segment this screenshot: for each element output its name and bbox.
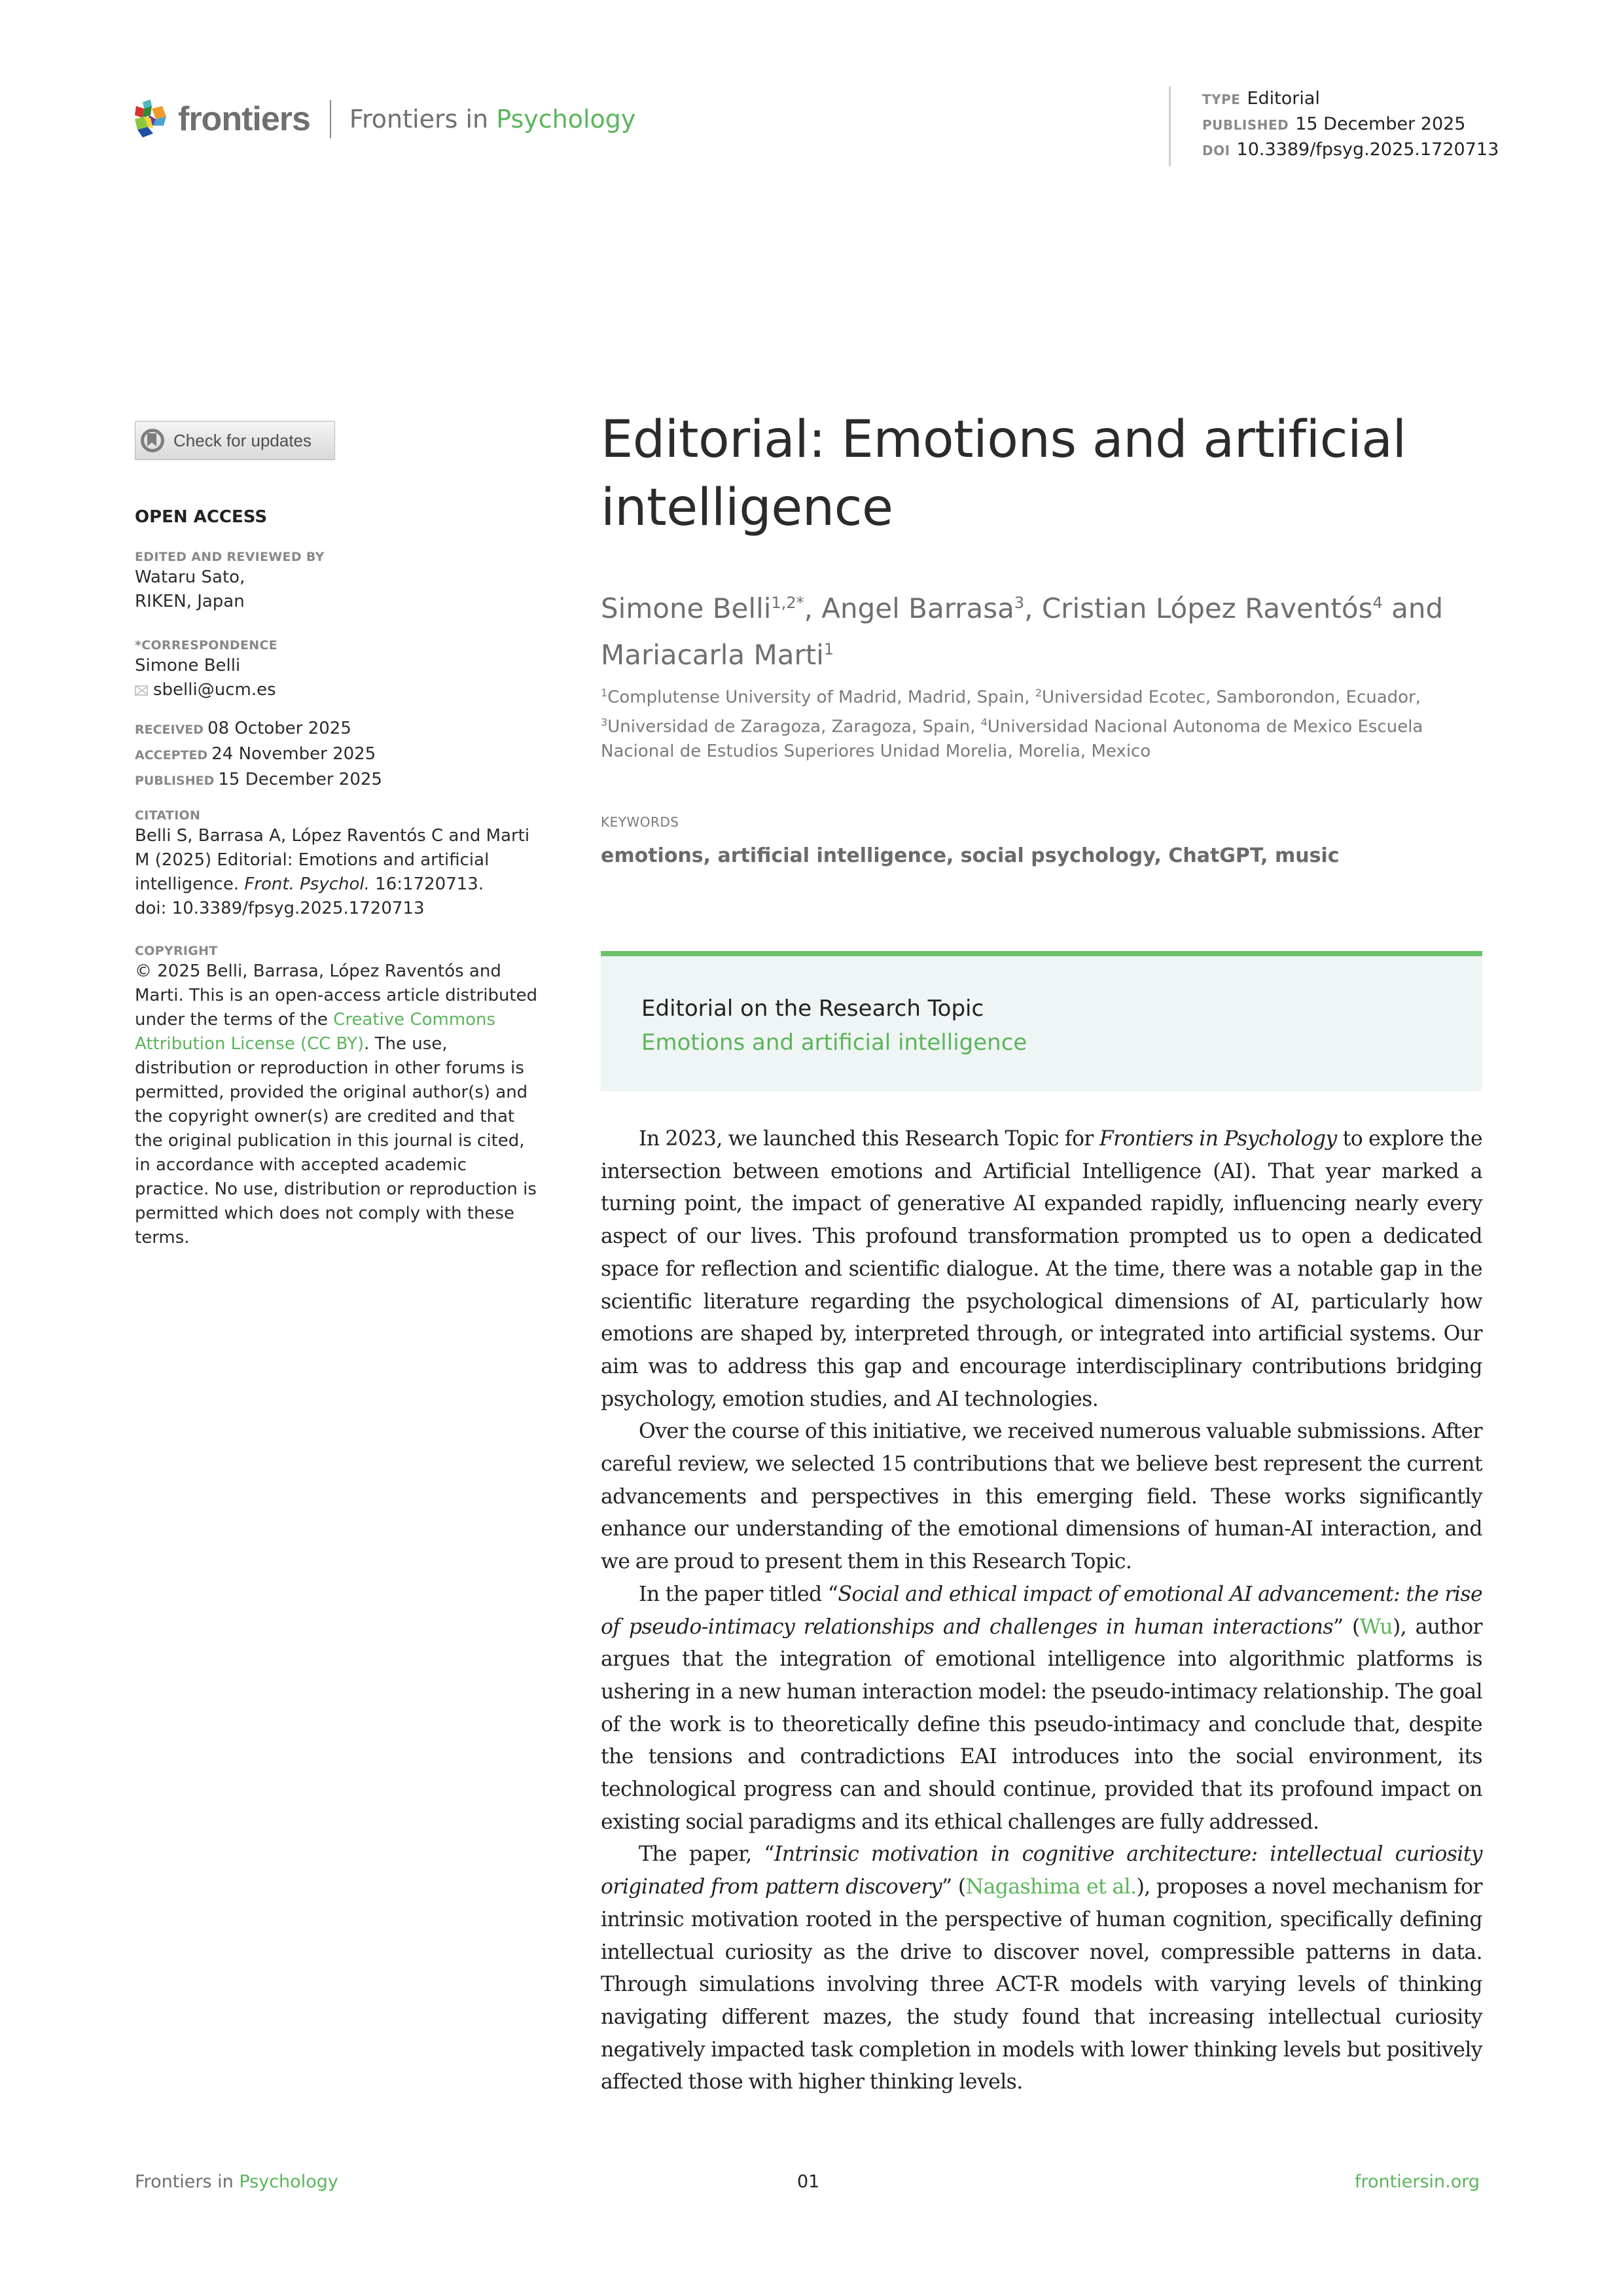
text-run: ), author argues that the integration of emotional intelligence into algorithmic platforms is ushering in a new human interaction model: the pseudo-intimacy relationship. The goal of the work is to theoretically define this pseudo-intimacy and conclude that, despite the tensions and contradictions EAI introduces into the social environment, its technological progress can and should continue, provided that its profound impact on existing social paradigms and its ethical challenges are fully addressed. bbox=[601, 1615, 1483, 1834]
citation-link-wu[interactable]: Wu bbox=[1359, 1615, 1393, 1639]
correspondence-block bbox=[135, 638, 554, 702]
author-list bbox=[601, 583, 1482, 675]
envelope-icon bbox=[135, 685, 148, 696]
copyright-text bbox=[135, 960, 541, 1250]
article-body bbox=[601, 1123, 1482, 2099]
date-received bbox=[135, 717, 554, 742]
author-name: Mariacarla Marti bbox=[601, 639, 824, 671]
citation-authors-title: Belli S, Barrasa A, López Raventós C and Marti M (2025) Editorial: Emotions and artificial intelligence. bbox=[135, 826, 530, 894]
correspondence-email[interactable] bbox=[135, 678, 554, 702]
citation-volume: 16:1720713. bbox=[369, 874, 484, 894]
paper-title-italic: Intrinsic motivation in cognitive architecture: intellectual curiosity originated from pattern discovery bbox=[601, 1842, 1483, 1899]
author-separator: and bbox=[1382, 592, 1444, 624]
research-topic-box bbox=[601, 951, 1482, 1091]
affil-sup: 4 bbox=[980, 715, 988, 728]
author-separator: , bbox=[804, 592, 822, 624]
meta-doi bbox=[1202, 137, 1499, 163]
editor-block bbox=[135, 550, 554, 614]
open-access-label: OPEN ACCESS bbox=[135, 507, 268, 527]
meta-type bbox=[1202, 86, 1499, 112]
text-run: The paper, “ bbox=[639, 1842, 774, 1867]
paragraph: Over the course of this initiative, we received numerous valuable submissions. After careful review, we selected 15 contributions that we believe best represent the current advancements and perspectives in this emerging field. These works significantly enhance our understanding of the emotional dimensions of human-AI interaction, and we are proud to present them in this Research Topic. bbox=[601, 1420, 1482, 1574]
edited-by-label: EDITED AND REVIEWED BY bbox=[135, 550, 325, 564]
journal-field: Psychology bbox=[496, 105, 636, 134]
date-accepted-value: 24 November 2025 bbox=[211, 744, 376, 764]
journal-prefix: Frontiers in bbox=[349, 105, 497, 134]
copyright-text-part1: © 2025 Belli, Barrasa, López Raventós and Marti. This is an open-access article distributed under the terms of the bbox=[135, 961, 538, 1030]
meta-type-label: TYPE bbox=[1202, 92, 1241, 107]
affiliation: Universidad de Zaragoza, Zaragoza, Spain, bbox=[607, 717, 981, 737]
author-name: Simone Belli bbox=[601, 592, 772, 624]
affil-sup: 3 bbox=[601, 715, 608, 728]
citation-doi[interactable]: doi: 10.3389/fpsyg.2025.1720713 bbox=[135, 899, 425, 918]
correspondence-name: Simone Belli bbox=[135, 656, 241, 675]
meta-doi-value[interactable]: 10.3389/fpsyg.2025.1720713 bbox=[1236, 139, 1499, 160]
correspondence-label: *CORRESPONDENCE bbox=[135, 638, 278, 653]
text-run: In 2023, we launched this Research Topic for bbox=[639, 1127, 1099, 1151]
author[interactable] bbox=[1042, 592, 1383, 624]
citation-block bbox=[135, 808, 544, 921]
date-accepted-label: ACCEPTED bbox=[135, 748, 208, 762]
check-for-updates-label: Check for updates bbox=[173, 430, 312, 450]
citation-text bbox=[135, 824, 544, 921]
copyright-text-part2: . The use, distribution or reproduction in other forums is permitted, provided the original author(s) and the copyright owner(s) are credited and that the original publication in this journal is cited, in accordance with accepted academic practice. No use, distribution or reproduction is permitted which does not comply with these terms. bbox=[135, 1034, 537, 1247]
footer-journal-field: Psychology bbox=[239, 2172, 338, 2192]
author[interactable] bbox=[601, 592, 804, 624]
meta-doi-label: DOI bbox=[1202, 143, 1230, 158]
research-topic-link[interactable]: Emotions and artificial intelligence bbox=[641, 1030, 1027, 1056]
email-address[interactable]: sbelli@ucm.es bbox=[153, 680, 276, 700]
author-affil-sup: 1 bbox=[823, 640, 834, 658]
article-title: Editorial: Emotions and artificial intelligence bbox=[601, 410, 1406, 537]
date-published-value: 15 December 2025 bbox=[218, 770, 382, 789]
author-separator: , bbox=[1024, 592, 1042, 624]
footer-journal-prefix: Frontiers in bbox=[135, 2172, 240, 2192]
date-accepted bbox=[135, 742, 554, 768]
check-for-updates-button[interactable] bbox=[135, 421, 335, 460]
research-topic-heading: Editorial on the Research Topic bbox=[641, 996, 984, 1022]
frontiers-cube-icon bbox=[134, 99, 170, 139]
author[interactable] bbox=[601, 639, 834, 671]
text-run: ” ( bbox=[942, 1875, 966, 1899]
text-run: In the paper titled “ bbox=[639, 1582, 838, 1606]
dates-block bbox=[135, 717, 554, 793]
author-affil-sup: 1,2* bbox=[771, 594, 804, 612]
paper-title-italic: Social and ethical impact of emotional AI advancement: the rise of pseudo-intimacy relationships and challenges in human interactions bbox=[601, 1582, 1482, 1639]
date-published-label: PUBLISHED bbox=[135, 774, 215, 788]
affiliation: Universidad Nacional Autonoma de Mexico Escuela Nacional de Estudios Superiores Unidad Morelia, Morelia, Mexico bbox=[601, 717, 1423, 762]
paragraph bbox=[601, 1839, 1482, 2099]
crossmark-icon bbox=[141, 429, 164, 452]
footer-site-link[interactable]: frontiersin.org bbox=[1355, 2172, 1480, 2192]
date-received-value: 08 October 2025 bbox=[207, 719, 351, 738]
author-name: Cristian López Raventós bbox=[1041, 592, 1373, 624]
meta-published-value: 15 December 2025 bbox=[1295, 114, 1466, 134]
meta-published bbox=[1202, 112, 1499, 137]
author-affil-sup: 3 bbox=[1014, 594, 1025, 612]
citation-link-nagashima[interactable]: Nagashima et al. bbox=[965, 1875, 1137, 1899]
date-received-label: RECEIVED bbox=[135, 723, 204, 737]
citation-journal: Front. Psychol. bbox=[244, 874, 370, 894]
frontiers-logo[interactable] bbox=[134, 98, 635, 140]
meta-published-label: PUBLISHED bbox=[1202, 117, 1289, 133]
cc-by-license-link[interactable]: Creative Commons Attribution License (CC BY) bbox=[135, 1010, 496, 1054]
paragraph bbox=[601, 1123, 1482, 1416]
paragraph bbox=[601, 1579, 1482, 1839]
affiliation: Universidad Ecotec, Samborondon, Ecuador, bbox=[1042, 687, 1421, 708]
journal-italic: Frontiers in Psychology bbox=[1099, 1127, 1337, 1151]
author-name: Angel Barrasa bbox=[821, 592, 1014, 624]
author-affil-sup: 4 bbox=[1372, 594, 1383, 612]
author[interactable] bbox=[821, 592, 1024, 624]
affil-sup: 1 bbox=[601, 687, 608, 699]
journal-name bbox=[349, 105, 635, 134]
copyright-label: COPYRIGHT bbox=[135, 944, 218, 958]
text-run: ), proposes a novel mechanism for intrinsic motivation rooted in the perspective of human cognition, specifically defining intellectual curiosity as the drive to discover novel, compressible patterns in data. Through simulations involving three ACT-R models with varying levels of thinking navigating different mazes, the study found that increasing intellectual curiosity negatively impacted task completion in models with lower thinking levels but positively affected those with higher thinking levels. bbox=[601, 1875, 1482, 2094]
copyright-block bbox=[135, 944, 541, 1250]
affiliation: Complutense University of Madrid, Madrid, Spain, bbox=[607, 687, 1035, 708]
editor-name: Wataru Sato, bbox=[135, 567, 245, 587]
date-published bbox=[135, 768, 554, 793]
text-run: to explore the intersection between emotions and Artificial Intelligence (AI). That year marked a turning point, the impact of generative AI expanded rapidly, influencing nearly every aspect of our lives. This profound transformation prompted us to open a dedicated space for reflection and scientific dialogue. At the time, there was a notable gap in the scientific literature regarding the psychological dimensions of AI, particularly how emotions are shaped by, interpreted through, or integrated into artificial systems. Our aim was to address this gap and encourage interdisciplinary contributions bridging psychology, emotion studies, and AI technologies. bbox=[601, 1127, 1483, 1411]
text-run: ” ( bbox=[1333, 1615, 1360, 1639]
article-meta bbox=[1169, 86, 1499, 166]
keywords: emotions, artificial intelligence, social psychology, ChatGPT, music bbox=[601, 844, 1340, 867]
page-number: 01 bbox=[797, 2172, 820, 2192]
editor-affiliation: RIKEN, Japan bbox=[135, 592, 245, 611]
keywords-label: KEYWORDS bbox=[601, 814, 679, 830]
affil-sup: 2 bbox=[1035, 687, 1042, 699]
frontiers-wordmark: frontiers bbox=[178, 100, 310, 138]
citation-label: CITATION bbox=[135, 808, 201, 823]
affiliations bbox=[601, 681, 1482, 764]
footer-journal[interactable] bbox=[135, 2172, 338, 2192]
logo-divider bbox=[330, 100, 331, 138]
meta-type-value: Editorial bbox=[1247, 88, 1320, 109]
